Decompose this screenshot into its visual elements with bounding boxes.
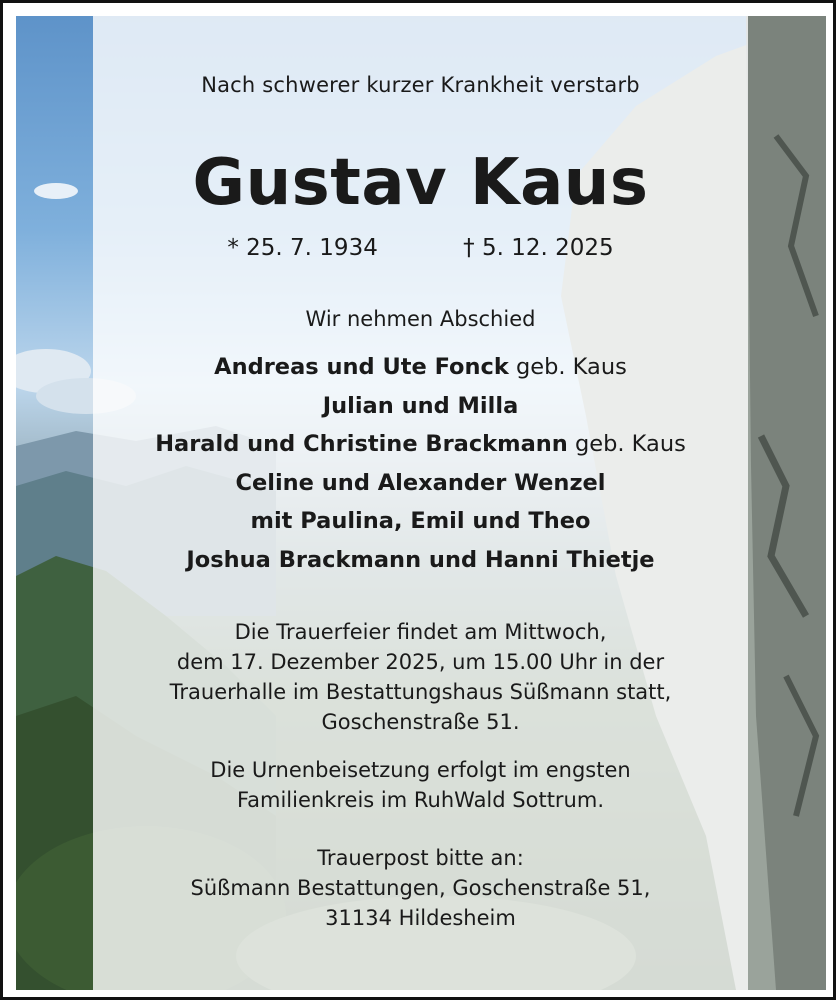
condolence-address — [93, 843, 748, 933]
family-row — [93, 502, 748, 541]
family-names: Harald und Christine Brackmann — [155, 431, 568, 457]
family-names: mit Paulina, Emil und Theo — [250, 508, 591, 534]
deceased-name: Gustav Kaus — [192, 146, 649, 220]
burial-line: Die Urnenbeisetzung erfolgt im engsten — [210, 758, 631, 782]
family-row — [93, 541, 748, 580]
service-line: dem 17. Dezember 2025, um 15.00 Uhr in der — [176, 650, 665, 674]
family-row — [93, 387, 748, 426]
service-line: Trauerhalle im Bestattungshaus Süßmann statt, — [169, 680, 672, 704]
obituary-text — [93, 3, 748, 1000]
intro-text: Nach schwerer kurzer Krankheit verstarb — [201, 73, 640, 97]
death-date: † 5. 12. 2025 — [463, 235, 614, 261]
family-note: geb. Kaus — [508, 354, 627, 380]
service-line: Goschenstraße 51. — [321, 710, 520, 734]
farewell-text: Wir nehmen Abschied — [305, 307, 536, 331]
family-row — [93, 425, 748, 464]
service-info — [93, 617, 748, 737]
address-line: Süßmann Bestattungen, Goschenstraße 51, — [190, 876, 651, 900]
family-names: Celine und Alexander Wenzel — [235, 469, 606, 496]
address-line: Trauerpost bitte an: — [317, 846, 524, 870]
service-line: Die Trauerfeier findet am Mittwoch, — [234, 620, 607, 644]
burial-info — [93, 755, 748, 815]
life-dates — [93, 235, 748, 261]
family-note: geb. Kaus — [567, 431, 686, 457]
family-row — [93, 348, 748, 387]
family-row — [93, 464, 748, 503]
family-names: Andreas und Ute Fonck — [214, 354, 509, 380]
address-line: 31134 Hildesheim — [325, 906, 516, 930]
birth-date: * 25. 7. 1934 — [227, 235, 378, 261]
burial-line: Familienkreis im RuhWald Sottrum. — [237, 788, 604, 812]
family-list — [93, 348, 748, 579]
family-names: Julian und Milla — [322, 392, 519, 419]
family-names: Joshua Brackmann und Hanni Thietje — [186, 546, 655, 573]
